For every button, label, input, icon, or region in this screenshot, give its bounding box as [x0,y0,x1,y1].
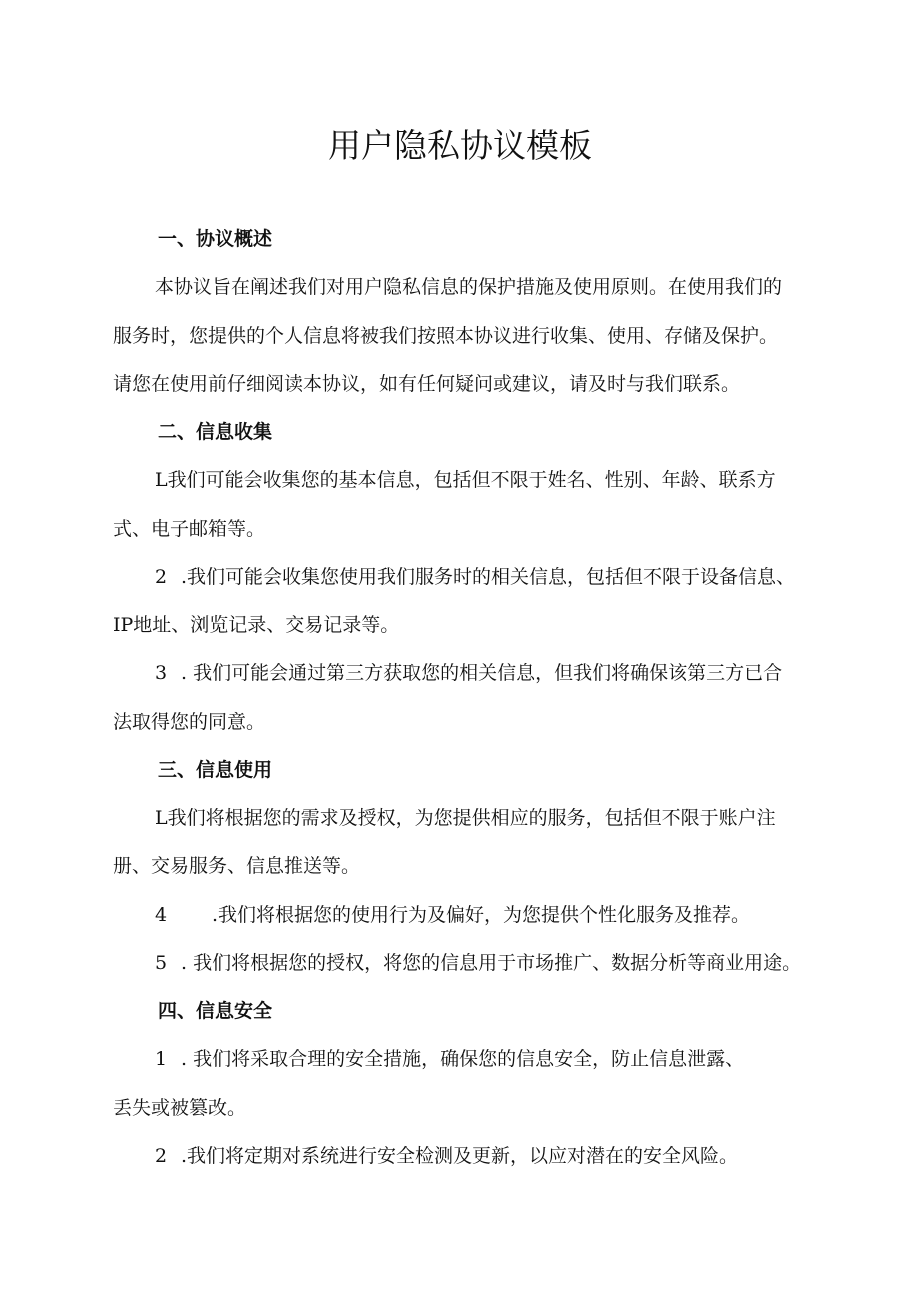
list-item-text: .我们将定期对系统进行安全检测及更新，以应对潜在的安全风险。 [181,1145,739,1167]
list-item [155,1047,744,1071]
paragraph-line: 服务时，您提供的个人信息将被我们按照本协议进行收集、使用、存储及保护。 [113,325,779,347]
list-item [155,565,795,589]
list-item [155,903,750,927]
list-number: 4 [155,904,168,926]
list-number: 5 [155,952,168,974]
list-item [155,1144,738,1168]
list-number: 2 [155,566,168,588]
page-title: 用户隐私协议模板 [328,126,592,165]
list-item-text: . 我们可能会通过第三方获取您的相关信息，但我们将确保该第三方已合 [181,662,783,684]
list-item-line: L我们将根据您的需求及授权，为您提供相应的服务，包括但不限于账户注 [155,807,776,829]
list-number: 2 [155,1145,168,1167]
section-heading-security: 四、信息安全 [158,1000,273,1022]
list-item-line: L我们可能会收集您的基本信息，包括但不限于姓名、性别、年龄、联系方 [155,469,776,491]
list-item-line: IP地址、浏览记录、交易记录等。 [113,614,400,636]
section-heading-overview: 一、协议概述 [158,228,273,250]
list-item-line: 册、交易服务、信息推送等。 [113,855,361,877]
section-heading-collection: 二、信息收集 [158,421,273,443]
list-item-line: 丢失或被篡改。 [113,1097,247,1119]
list-item-text: .我们可能会收集您使用我们服务时的相关信息，包括但不限于设备信息、 [181,566,796,588]
list-item [155,951,801,975]
list-item-text: . 我们将采取合理的安全措施，确保您的信息安全，防止信息泄露、 [181,1048,745,1070]
list-item-line: 式、电子邮箱等。 [113,518,266,540]
list-item-line: 法取得您的同意。 [113,711,266,733]
list-number: 3 [155,662,168,684]
section-heading-usage: 三、信息使用 [158,759,273,781]
paragraph-line: 请您在使用前仔细阅读本协议，如有任何疑问或建议，请及时与我们联系。 [113,373,741,395]
list-number: 1 [155,1048,168,1070]
list-item-text: .我们将根据您的使用行为及偏好，为您提供个性化服务及推荐。 [212,904,751,926]
list-item-text: . 我们将根据您的授权，将您的信息用于市场推广、数据分析等商业用途。 [181,952,802,974]
list-item [155,661,782,685]
paragraph-line: 本协议旨在阐述我们对用户隐私信息的保护措施及使用原则。在使用我们的 [155,276,783,298]
